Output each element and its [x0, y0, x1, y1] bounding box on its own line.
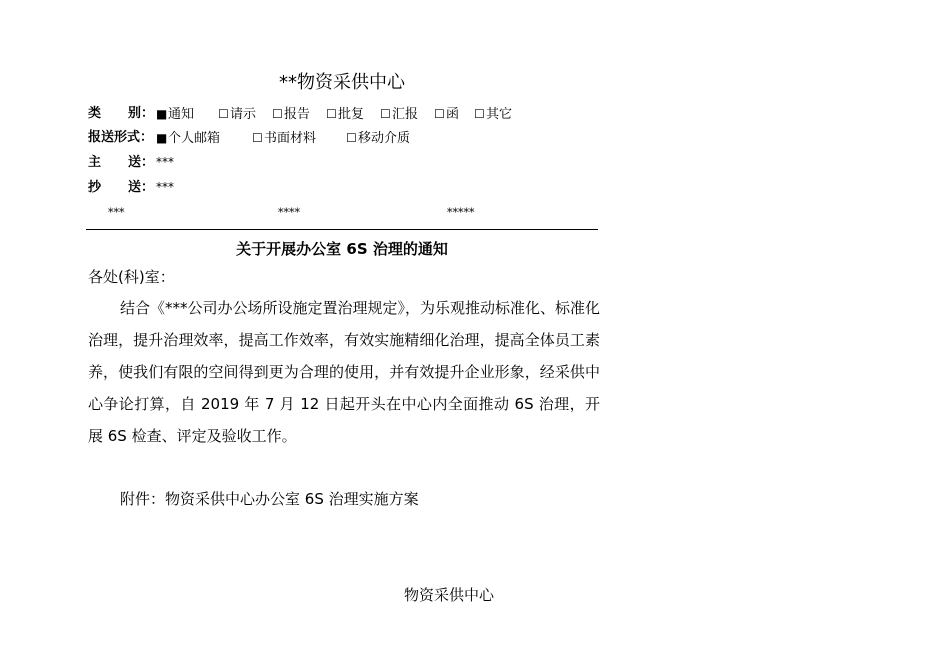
main-recipient-label: 主 送： — [88, 155, 155, 170]
checked-box-icon: ■ — [156, 107, 168, 121]
signature-placeholder-1: *** — [108, 206, 125, 219]
delivery-option-paper[interactable]: ☐书面材料 — [252, 131, 317, 146]
issuer-signature: 物资采供中心 — [404, 586, 495, 604]
cc-row — [88, 178, 174, 197]
attachment-line: 附件：物资采供中心办公室 6S 治理实施方案 — [120, 490, 419, 508]
checkbox-icon: ☐ — [346, 131, 357, 145]
document-title: 关于开展办公室 6S 治理的通知 — [236, 240, 448, 258]
salutation: 各处(科)室： — [88, 268, 175, 286]
checkbox-icon: ☐ — [252, 131, 263, 145]
signature-placeholders — [0, 206, 950, 224]
checked-box-icon: ■ — [156, 131, 168, 145]
main-recipient-row — [88, 153, 174, 172]
category-option-other[interactable]: ☐其它 — [474, 107, 513, 122]
category-option-notice[interactable]: ■通知 — [156, 107, 195, 122]
main-recipient-value: *** — [156, 155, 174, 169]
category-option-report[interactable]: ☐报告 — [272, 107, 311, 122]
delivery-option-email[interactable]: ■个人邮箱 — [156, 131, 221, 146]
checkbox-icon: ☐ — [380, 107, 391, 121]
org-title: **物资采供中心 — [279, 72, 405, 93]
header-divider — [86, 229, 598, 230]
body-paragraph: 结合《***公司办公场所设施定置治理规定》，为乐观推动标准化、标准化治理，提升治理效率，提高工作效率，有效实施精细化治理，提高全体员工素养，使我们有限的空间得到更为合理的使用，并有效提升企业形象，经采供中心争论打算，自 2019 年 7 月 12 日起开头在中心内全面推动 6S 治理，开展 6S 检查、评定及验收工作。 — [88, 299, 601, 445]
checkbox-icon: ☐ — [474, 107, 485, 121]
category-option-request[interactable]: ☐请示 — [218, 107, 257, 122]
cc-value: *** — [156, 180, 174, 194]
category-label: 类 别： — [88, 106, 155, 121]
category-option-letter[interactable]: ☐函 — [434, 107, 460, 122]
checkbox-icon: ☐ — [434, 107, 445, 121]
category-option-summary[interactable]: ☐汇报 — [380, 107, 419, 122]
delivery-option-media[interactable]: ☐移动介质 — [346, 131, 411, 146]
delivery-label: 报送形式： — [88, 130, 154, 145]
checkbox-icon: ☐ — [218, 107, 229, 121]
checkbox-icon: ☐ — [326, 107, 337, 121]
cc-label: 抄 送： — [88, 180, 155, 195]
category-row — [88, 105, 513, 123]
signature-placeholder-2: **** — [278, 206, 300, 219]
delivery-row — [88, 129, 411, 147]
category-option-reply[interactable]: ☐批复 — [326, 107, 365, 122]
checkbox-icon: ☐ — [272, 107, 283, 121]
signature-placeholder-3: ***** — [447, 206, 475, 219]
